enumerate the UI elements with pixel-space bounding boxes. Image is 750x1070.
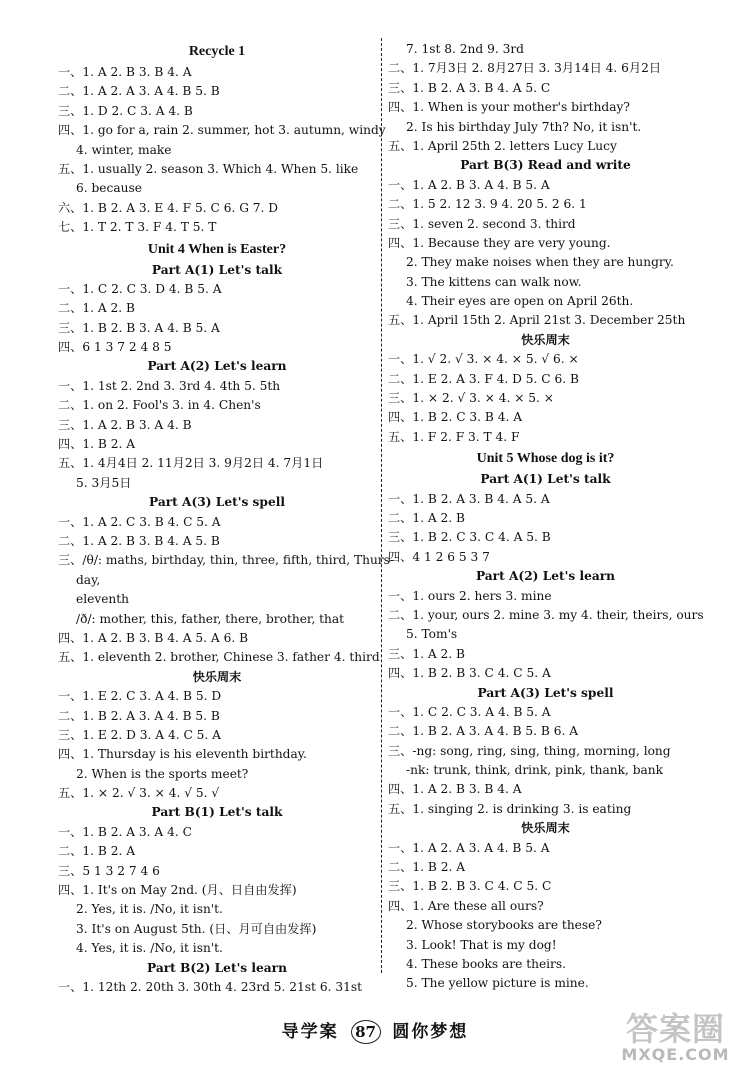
answer-line: 一、1. ours 2. hers 3. mine <box>388 588 552 603</box>
answer-line: 四、1. B 2. B 3. C 4. C 5. A <box>388 666 551 681</box>
answer-line: 五、1. 4月4日 2. 11月2日 3. 9月2日 4. 7月1日 <box>58 456 324 471</box>
section-heading: Part A(2) Let's learn <box>475 569 616 584</box>
answer-line: 三、1. A 2. B <box>388 646 466 661</box>
section-heading: Part A(1) Let's talk <box>480 472 611 487</box>
section-heading: Part A(3) Let's spell <box>477 685 614 700</box>
answer-line: 五、1. April 15th 2. April 21st 3. December 25th <box>388 313 686 328</box>
answer-line: 二、1. E 2. A 3. F 4. D 5. C 6. B <box>388 371 579 386</box>
answer-line: 四、1. A 2. B 3. B 4. A 5. A 6. B <box>58 630 249 645</box>
answer-line: 四、1. A 2. B 3. B 4. A <box>388 782 522 797</box>
answer-line-continued: 3. Look! That is my dog! <box>406 937 557 952</box>
answer-line: 七、1. T 2. T 3. F 4. T 5. T <box>58 220 217 235</box>
answer-line: 四、4 1 2 6 5 3 7 <box>388 549 490 564</box>
answer-line-continued: 3. It's on August 5th. (日、月可自由发挥) <box>76 921 317 936</box>
section-heading: 快乐周末 <box>521 821 570 836</box>
answer-line: 三、1. × 2. √ 3. × 4. × 5. × <box>388 391 554 406</box>
answer-line-continued: 5. 3月5日 <box>76 475 132 490</box>
answer-line: 二、1. B 2. A <box>58 844 136 859</box>
watermark-logo-text: 答案圈 <box>625 1010 725 1048</box>
answer-line: 二、1. B 2. A 3. A 4. B 5. B 6. A <box>388 724 579 739</box>
answer-line: 二、1. 5 2. 12 3. 9 4. 20 5. 2 6. 1 <box>388 197 587 212</box>
answer-line-continued: 2. Yes, it is. /No, it isn't. <box>76 902 223 917</box>
answer-line: 一、1. 1st 2. 2nd 3. 3rd 4. 4th 5. 5th <box>58 378 281 393</box>
answer-line: 四、1. Are these all ours? <box>388 898 544 913</box>
answer-column-left <box>58 40 394 994</box>
answer-line-continued: 4. Their eyes are open on April 26th. <box>406 294 634 309</box>
answer-line: 三、5 1 3 2 7 4 6 <box>58 863 160 878</box>
answer-line-continued: 4. Yes, it is. /No, it isn't. <box>76 941 223 956</box>
answer-line: 一、1. √ 2. √ 3. × 4. × 5. √ 6. × <box>388 352 579 367</box>
answer-line: 二、1. A 2. B 3. B 4. A 5. B <box>58 533 220 548</box>
unit-title: Unit 4 When is Easter? <box>147 241 287 257</box>
answer-line: 三、-ng: song, ring, sing, thing, morning, long <box>388 743 671 758</box>
answer-line-continued: 4. winter, make <box>76 142 172 157</box>
answer-line: 四、1. B 2. C 3. B 4. A <box>388 410 523 425</box>
answer-line: 一、1. B 2. A 3. A 4. C <box>58 824 192 839</box>
answer-line: 四、1. B 2. A <box>58 437 136 452</box>
page-number: 87 <box>351 1020 381 1044</box>
section-heading: Part A(1) Let's talk <box>151 262 283 277</box>
column-divider <box>381 38 382 973</box>
answer-line: 六、1. B 2. A 3. E 4. F 5. C 6. G 7. D <box>58 200 279 215</box>
answer-line-continued: 2. Is his birthday July 7th? No, it isn't. <box>406 119 642 134</box>
answer-line-continued: 7. 1st 8. 2nd 9. 3rd <box>406 42 524 56</box>
answer-line: 五、1. usually 2. season 3. Which 4. When 5. like <box>58 161 359 176</box>
answer-line: 四、6 1 3 7 2 4 8 5 <box>58 340 172 355</box>
answer-line: 三、1. A 2. B 3. A 4. B <box>58 417 192 432</box>
answer-line-continued: /ð/: mother, this, father, there, brother, that <box>76 611 345 626</box>
unit-title: Recycle 1 <box>188 44 246 59</box>
answer-line: 一、1. A 2. A 3. A 4. B 5. A <box>388 840 550 855</box>
answer-line-continued: eleventh <box>76 592 130 607</box>
answer-line: 一、1. A 2. B 3. B 4. A <box>58 65 192 79</box>
answer-line-continued: 4. These books are theirs. <box>406 956 567 971</box>
section-heading: Part B(1) Let's talk <box>151 805 283 820</box>
section-heading: 快乐周末 <box>521 332 570 347</box>
section-heading: Part B(3) Read and write <box>460 158 631 173</box>
section-heading: Part A(2) Let's learn <box>147 359 287 374</box>
answer-line: 三、1. D 2. C 3. A 4. B <box>58 103 193 118</box>
answer-line: 四、1. Because they are very young. <box>388 235 611 250</box>
answer-line: 三、1. B 2. B 3. A 4. B 5. A <box>58 320 220 335</box>
answer-line: 四、1. go for a, rain 2. summer, hot 3. autumn, windy <box>58 123 386 138</box>
answer-line: 三、/θ/: maths, birthday, thin, three, fifth, third, Thurs- <box>58 553 394 568</box>
answer-line: 三、1. B 2. C 3. C 4. A 5. B <box>388 530 551 545</box>
answer-line-continued: day, <box>76 572 101 587</box>
answer-line: 一、1. 12th 2. 20th 3. 30th 4. 23rd 5. 21st 6. 31st <box>58 979 362 994</box>
answer-line: 三、1. B 2. B 3. C 4. C 5. C <box>388 879 552 894</box>
answer-line: 四、1. When is your mother's birthday? <box>388 100 630 115</box>
footer-brand-left: 导学案 <box>281 1022 339 1042</box>
answer-line: 一、1. C 2. C 3. D 4. B 5. A <box>58 281 222 296</box>
unit-title: Unit 5 Whose dog is it? <box>476 451 615 467</box>
answer-line-continued: -nk: trunk, think, drink, pink, thank, bank <box>406 763 664 778</box>
answer-line-continued: 2. When is the sports meet? <box>76 766 249 781</box>
answer-line: 五、1. F 2. F 3. T 4. F <box>388 429 520 444</box>
answer-line: 三、1. B 2. A 3. B 4. A 5. C <box>388 80 551 95</box>
answer-line: 四、1. It's on May 2nd. (月、日自由发挥) <box>58 883 297 898</box>
answer-line: 三、1. seven 2. second 3. third <box>388 216 576 231</box>
answer-line: 五、1. April 25th 2. letters Lucy Lucy <box>388 138 617 153</box>
watermark-logo <box>613 1012 738 1067</box>
answer-line-continued: 2. They make noises when they are hungry. <box>406 255 674 270</box>
watermark-url: MXQE.COM <box>621 1045 730 1064</box>
answer-line: 一、1. C 2. C 3. A 4. B 5. A <box>388 704 551 719</box>
answer-line-continued: 2. Whose storybooks are these? <box>406 918 602 933</box>
answer-line-continued: 5. Tom's <box>406 627 458 642</box>
answer-line-continued: 5. The yellow picture is mine. <box>406 976 589 991</box>
answer-line: 五、1. × 2. √ 3. × 4. √ 5. √ <box>58 786 220 801</box>
answer-line: 一、1. E 2. C 3. A 4. B 5. D <box>58 689 222 704</box>
answer-line: 二、1. A 2. B <box>58 301 136 316</box>
answer-line: 二、1. A 2. B <box>388 510 466 525</box>
answer-line: 二、1. your, ours 2. mine 3. my 4. their, theirs, ours <box>388 607 704 622</box>
answer-line: 四、1. Thursday is his eleventh birthday. <box>58 747 307 762</box>
answer-line-continued: 6. because <box>76 181 142 196</box>
answer-line: 二、1. B 2. A 3. A 4. B 5. B <box>58 708 220 723</box>
answer-line: 一、1. A 2. C 3. B 4. C 5. A <box>58 514 221 529</box>
answer-column-right <box>388 40 704 991</box>
answer-line: 二、1. on 2. Fool's 3. in 4. Chen's <box>58 398 261 413</box>
answer-line: 五、1. eleventh 2. brother, Chinese 3. father 4. third <box>58 650 380 665</box>
footer-brand-right: 圆你梦想 <box>392 1022 469 1042</box>
answer-line: 一、1. A 2. B 3. A 4. B 5. A <box>388 177 550 192</box>
section-heading: 快乐周末 <box>192 669 242 684</box>
answer-line: 一、1. B 2. A 3. B 4. A 5. A <box>388 491 550 506</box>
section-heading: Part B(2) Let's learn <box>147 960 287 975</box>
section-heading: Part A(3) Let's spell <box>149 495 285 510</box>
answer-line: 二、1. A 2. A 3. A 4. B 5. B <box>58 84 220 99</box>
answer-line-continued: 3. The kittens can walk now. <box>406 274 582 289</box>
answer-line: 三、1. E 2. D 3. A 4. C 5. A <box>58 727 221 742</box>
answer-line: 二、1. 7月3日 2. 8月27日 3. 3月14日 4. 6月2日 <box>388 61 662 76</box>
answer-line: 五、1. singing 2. is drinking 3. is eating <box>388 801 632 816</box>
answer-line: 二、1. B 2. A <box>388 860 466 875</box>
